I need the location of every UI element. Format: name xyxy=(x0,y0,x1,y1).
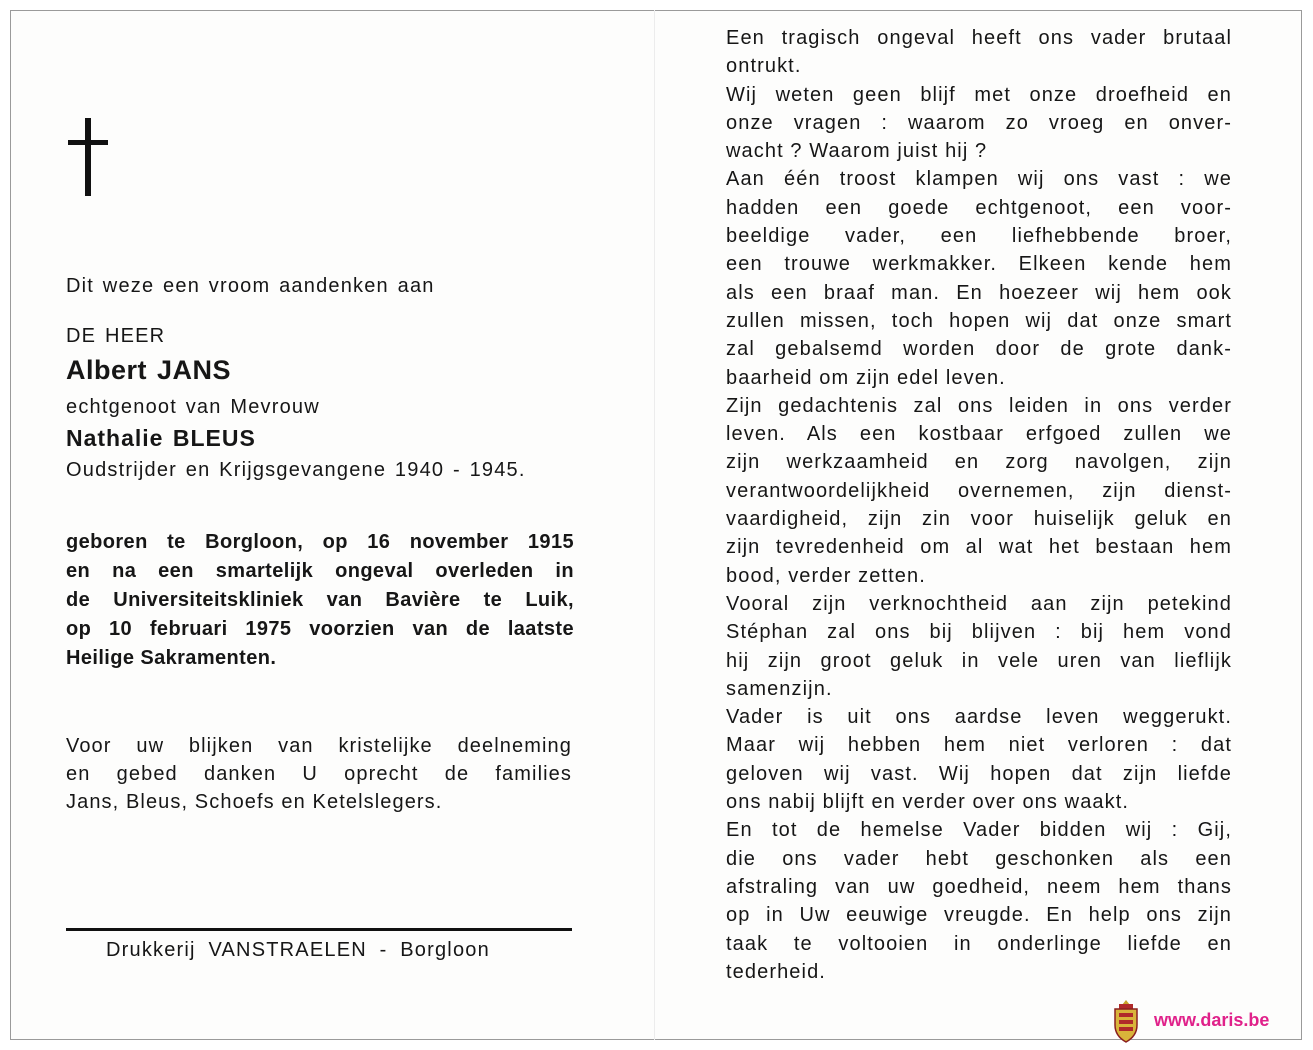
title-text: DE HEER xyxy=(66,325,166,347)
text-line: zijn werkzaamheid en zorg navolgen, zijn xyxy=(726,451,1232,474)
text-line: tederheid. xyxy=(726,960,826,983)
printer-credit: Drukkerij VANSTRAELEN - Borgloon xyxy=(106,939,490,961)
text-line: En tot de hemelse Vader bidden wij : Gij, xyxy=(726,819,1232,842)
text-line: hadden een goede echtgenoot, een voor- xyxy=(726,196,1232,219)
text-line: taak te voltooien in onderlinge liefde en xyxy=(726,932,1232,955)
memorial-text xyxy=(726,24,1232,986)
text-line: Een tragisch ongeval heeft ons vader brutaal xyxy=(726,27,1232,49)
text-line: Maar wij hebben hem niet verloren : dat xyxy=(726,734,1232,757)
text-line: geloven wij vast. Wij hopen dat zijn liefde xyxy=(726,762,1232,785)
divider-rule xyxy=(66,928,572,931)
coat-of-arms-icon xyxy=(1110,998,1142,1044)
birth-death-line: op 10 februari 1975 voorzien van de laatste xyxy=(66,618,574,640)
text-line: die ons vader hebt geschonken als een xyxy=(726,847,1232,870)
status-line: Oudstrijder en Krijgsgevangene 1940 - 1945. xyxy=(66,459,526,481)
text-line: als een braaf man. En hoezeer wij hem ook xyxy=(726,281,1232,304)
birth-death-line: geboren te Borgloon, op 16 november 1915 xyxy=(66,531,574,553)
text-line: Wij weten geen blijf met onze droefheid en xyxy=(726,83,1232,106)
text-line: wacht ? Waarom juist hij ? xyxy=(726,140,988,163)
text-line: Vooral zijn verknochtheid aan zijn petekind xyxy=(726,592,1232,615)
dedication-text: Dit weze een vroom aandenken aan xyxy=(66,275,435,297)
birth-death-line: en na een smartelijk ongeval overleden in xyxy=(66,560,574,582)
text-line: afstraling van uw goedheid, neem hem thans xyxy=(726,875,1232,898)
birth-death-line: Heilige Sakramenten. xyxy=(66,647,277,669)
text-line: zijn tevredenheid om al wat het bestaan hem xyxy=(726,536,1232,559)
text-line: Aan één troost klampen wij ons vast : we xyxy=(726,168,1232,191)
text-line: leven. Als een kostbaar erfgoed zullen we xyxy=(726,423,1232,446)
watermark-url: www.daris.be xyxy=(1154,1010,1270,1030)
thanks-line: en gebed danken U oprecht de families xyxy=(66,763,572,785)
text-line: bood, verder zetten. xyxy=(726,564,926,587)
spouse-name: Nathalie BLEUS xyxy=(66,425,256,451)
thanks-line: Voor uw blijken van kristelijke deelneming xyxy=(66,735,572,757)
birth-death-block xyxy=(66,528,574,673)
text-line: zal gebalsemd worden door de grote dank- xyxy=(726,338,1232,361)
text-line: verantwoordelijkheid overnemen, zijn dienst- xyxy=(726,479,1232,502)
text-line: Vader is uit ons aardse leven weggerukt. xyxy=(726,706,1232,729)
text-line: hij zijn groot geluk in vele uren van lieflijk xyxy=(726,649,1232,672)
cross-icon xyxy=(68,118,108,196)
text-line: een trouwe werkmakker. Elkeen kende hem xyxy=(726,253,1232,276)
card-fold xyxy=(654,10,655,1040)
text-line: samenzijn. xyxy=(726,677,833,700)
text-line: onze vragen : waarom zo vroeg en onver- xyxy=(726,111,1232,134)
text-line: zullen missen, toch hopen wij dat onze smart xyxy=(726,309,1232,332)
text-line: ons nabij blijft en verder over ons waakt. xyxy=(726,791,1130,814)
text-line: baarheid om zijn edel leven. xyxy=(726,366,1006,389)
spouse-intro: echtgenoot van Mevrouw xyxy=(66,396,320,418)
text-line: vaardigheid, zijn zin voor huiselijk geluk en xyxy=(726,508,1232,531)
deceased-name: Albert JANS xyxy=(66,355,232,385)
text-line: beeldige vader, een liefhebbende broer, xyxy=(726,225,1232,248)
text-line: op in Uw eeuwige vreugde. En help ons zijn xyxy=(726,904,1232,927)
text-line: Stéphan zal ons bij blijven : bij hem vond xyxy=(726,621,1232,644)
thanks-line: Jans, Bleus, Schoefs en Ketelslegers. xyxy=(66,791,443,813)
thanks-block xyxy=(66,732,572,816)
birth-death-line: de Universiteitskliniek van Bavière te Luik, xyxy=(66,589,574,611)
text-line: Zijn gedachtenis zal ons leiden in ons verder xyxy=(726,394,1232,417)
text-line: ontrukt. xyxy=(726,55,802,78)
